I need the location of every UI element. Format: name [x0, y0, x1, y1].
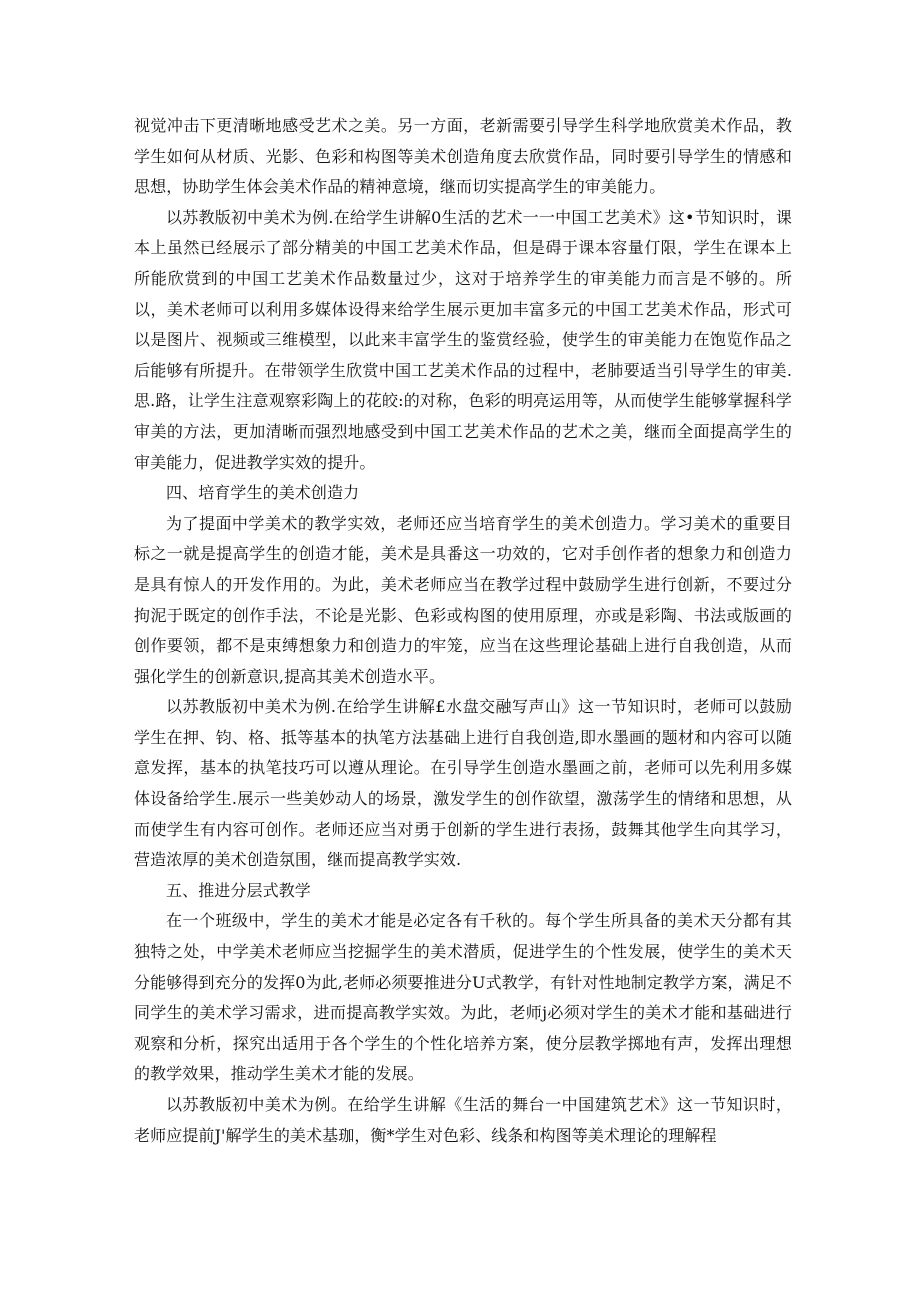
section-heading-tiered-teaching: 五、推进分层式教学	[166, 880, 311, 900]
paragraph-continuation: 视觉冲击下更清晰地感受艺术之美。另一方面，老新需要引导学生科学地欣赏美术作品，教学生如何从材质、光影、色彩和构图等美术创造角度去欣赏作品，同时要引导学生的情感和思想，协助学生体会美术作品的精神意境，继而切实提高学生的审美能力。	[134, 116, 792, 197]
section-heading-creativity: 四、培育学生的美术创造力	[166, 483, 360, 503]
paragraph-architecture-example: 以苏教版初中美术为例。在给学生讲解《生活的舞台一中国建筑艺术》这一节知识时，老师应提前J'解学生的美术基珈，衡*学生对色彩、线条和构图等美术理论的理解程	[134, 1095, 792, 1145]
paragraph-creativity: 为了提面中学美术的教学实效，老师还应当培育学生的美术创造力。学习美术的重要目标之一就是提高学生的创造才能，美术是具番这一功效的，它对手创作者的想象力和创造力是具有惊人的开发作用的。为此，美术老师应当在教学过程中鼓励学生进行创新，不要过分拘泥于既定的创作手法，不论是光影、色彩或构图的使用原理，亦或是彩陶、书法或版画的创作要领，都不是束缚想象力和创造力的牢笼，应当在这些理论基础上进行自我创造，从而强化学生的创新意识,提高其美术创造水平。	[134, 513, 792, 686]
paragraph-ink-painting-example: 以苏教版初中美术为例.在给学生讲解£水盘交融写声山》这一节知识时，老师可以鼓励学生在押、钧、格、抵等基本的执笔方法基础上进行自我创造,即水墨画的题材和内容可以随意发挥，基本的执笔技巧可以遵从理论。在引导学生创造水墨画之前，老师可以先利用多媒体设备给学生.展示一些美妙动人的场景，激发学生的创作欲望，激荡学生的情绪和思想，从而使学生有内容可创作。老师还应当对勇于创新的学生进行表扬，鼓舞其他学生向其学习，营造浓厚的美术创造氛围，继而提高教学实效.	[134, 697, 792, 870]
paragraph-tiered-teaching: 在一个班级中，学生的美术才能是必定各有千秋的。每个学生所具备的美术天分都有其独特之处，中学美术老师应当挖掘学生的美术潜质，促进学生的个性发展，使学生的美术天分能够得到充分的发挥0为此,老师必须要推进分U式教学，有针对性地制定教学方案，满足不同学生的美术学习需求，进而提高教学实效。为此，老师j必须对学生的美术才能和基础进行观察和分析，探究出适用于各个学生的个性化培养方案，使分层教学掷地有声，发挥出理想的教学效果，推动学生美术才能的发展。	[134, 911, 792, 1084]
document-body	[134, 111, 792, 1151]
paragraph-crafts-example: 以苏教版初中美术为例.在给学生讲解0生活的艺术一一中国工艺美术》这•节知识时，课本上虽然已经展示了部分精美的中国工艺美术作品，但是碍于课本容量仃限，学生在课本上所能欣赏到的中国工艺美术作品数量过少，这对于培养学生的审美能力而言是不够的。所以，美术老师可以利用多媒体设得来给学生展示更加丰富多元的中国工艺美术作品，形式可以是图片、视频或三维模型，以此来丰富学生的鉴赏经验，使学生的审美能力在饱览作品之后能够有所提升。在带领学生欣赏中国工艺美术作品的过程中，老肺要适当引导学生的审美.思.路，让学生注意观察彩陶上的花皎:的对称，色彩的明亮运用等，从而使学生能够掌握科学审美的方法，更加清晰而强烈地感受到中国工艺美术作品的艺术之美，继而全面提高学生的审美能力，促进教学实效的提升。	[134, 207, 792, 472]
